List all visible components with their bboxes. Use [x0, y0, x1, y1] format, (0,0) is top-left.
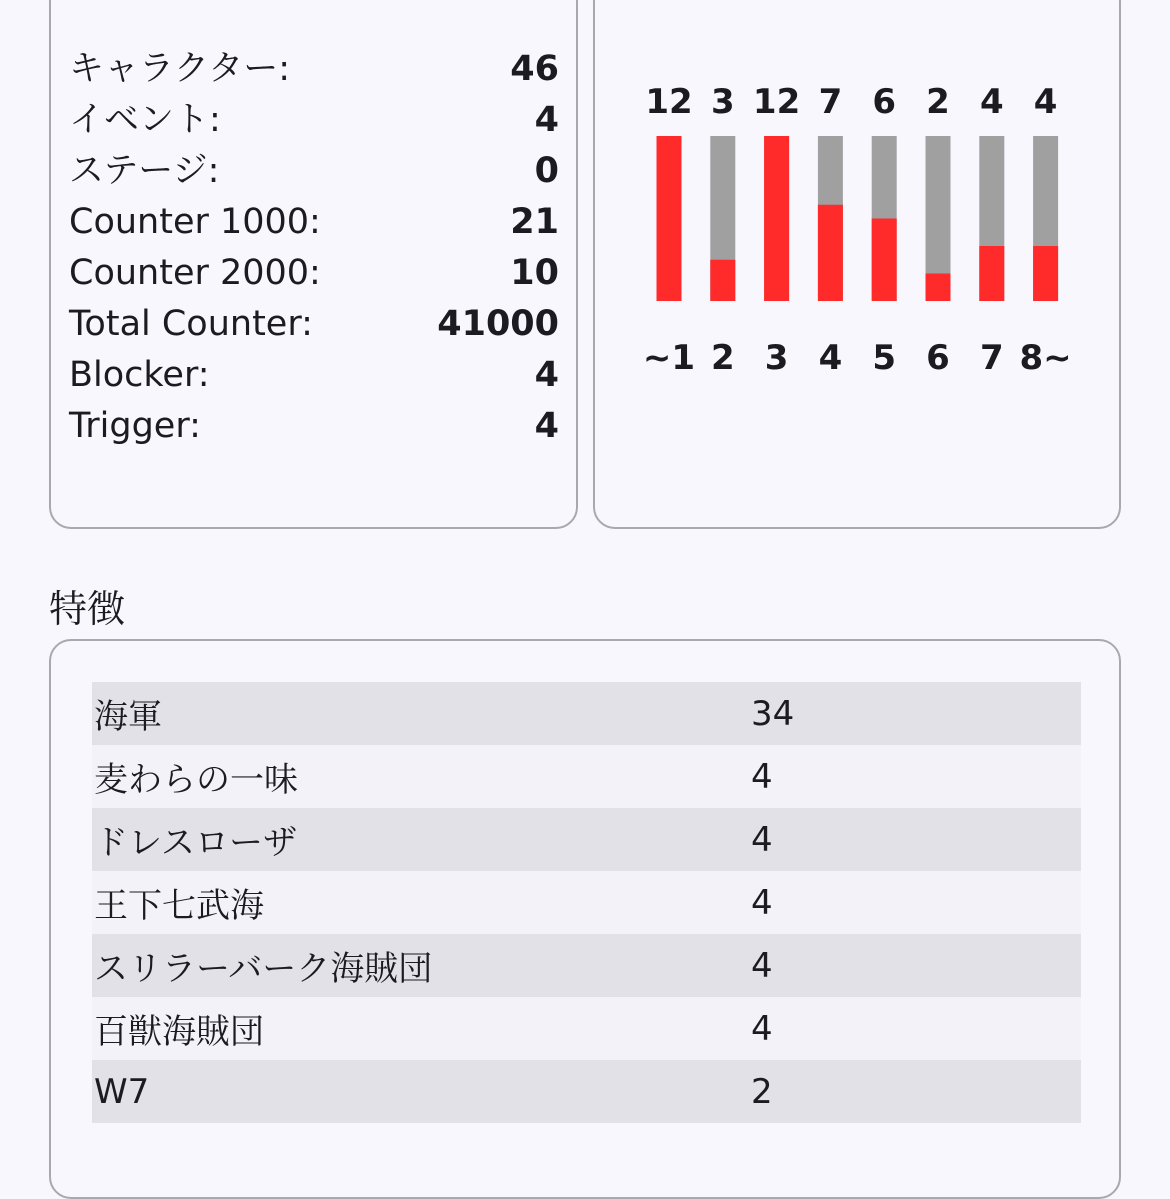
stat-value: 4: [534, 355, 559, 395]
bar-value-label: 7: [818, 82, 843, 122]
table-row: [92, 934, 1081, 997]
category-label: 6: [926, 338, 950, 378]
stat-row-total-counter: [69, 299, 559, 350]
bar-value-label: 6: [872, 82, 897, 122]
bar-fill: [1033, 246, 1058, 301]
trait-name: ドレスローザ: [94, 823, 297, 863]
trait-name: 百獣海賊団: [94, 1012, 264, 1052]
category-label: ~1: [642, 338, 696, 378]
stat-label: Counter 1000:: [69, 202, 321, 242]
stat-value: 10: [510, 253, 559, 293]
table-row: [92, 808, 1081, 871]
table-row: [92, 1060, 1081, 1123]
bar-value-label: 4: [979, 82, 1004, 122]
stat-label: Counter 2000:: [69, 253, 321, 293]
category-label: 7: [979, 338, 1004, 378]
stat-value: 41000: [437, 304, 559, 344]
stat-value: 46: [510, 49, 559, 89]
trait-count: 4: [751, 819, 773, 860]
stat-value: 0: [534, 151, 559, 191]
bar-fill: [872, 219, 897, 302]
traits-card: [49, 639, 1121, 1199]
trait-count: 4: [751, 945, 773, 986]
stat-label: Trigger:: [69, 406, 201, 446]
traits-section-title: 特徴: [49, 587, 126, 631]
cost-curve-card: [593, 0, 1121, 529]
trait-count: 34: [751, 693, 795, 734]
trait-name: スリラーバーク海賊団: [94, 949, 433, 989]
bar-fill: [657, 136, 682, 301]
stat-label: Total Counter:: [69, 304, 313, 344]
stat-row-trigger: [69, 401, 559, 452]
table-row: [92, 997, 1081, 1060]
trait-name: 麦わらの一味: [94, 760, 298, 800]
stat-label: ステージ:: [69, 151, 220, 191]
stat-row-character: [69, 44, 559, 95]
traits-table: [92, 682, 1081, 1123]
trait-name: 海軍: [94, 697, 162, 737]
bar-value-label: 2: [926, 82, 950, 122]
bar-fill: [818, 205, 843, 301]
bar-fill: [926, 274, 951, 302]
stat-row-blocker: [69, 350, 559, 401]
bar-value-label: 4: [1033, 82, 1058, 122]
stat-value: 21: [510, 202, 559, 242]
trait-count: 4: [751, 756, 773, 797]
stat-row-event: [69, 95, 559, 146]
category-label: 4: [818, 338, 843, 378]
trait-count: 4: [751, 1008, 773, 1049]
stat-value: 4: [534, 406, 559, 446]
trait-name: 王下七武海: [94, 886, 264, 926]
trait-count: 2: [751, 1071, 773, 1112]
bar-value-label: 12: [752, 82, 801, 122]
bar-fill: [710, 260, 735, 301]
category-label: 2: [710, 338, 735, 378]
stat-value: 4: [534, 100, 559, 140]
stat-row-stage: [69, 146, 559, 197]
category-label: 5: [872, 338, 897, 378]
cost-curve-chart: [595, 0, 1119, 527]
table-row: [92, 871, 1081, 934]
trait-name: W7: [94, 1071, 150, 1112]
category-label: 8~: [1019, 338, 1072, 378]
category-label: 3: [764, 338, 789, 378]
bar-fill: [764, 136, 789, 301]
trait-count: 4: [751, 882, 773, 923]
stat-label: Blocker:: [69, 355, 210, 395]
stat-row-counter-2000: [69, 248, 559, 299]
bar-fill: [979, 246, 1004, 301]
stat-label: キャラクター:: [69, 49, 291, 89]
table-row: [92, 682, 1081, 745]
bar-value-label: 3: [710, 82, 735, 122]
bar-value-label: 12: [645, 82, 693, 122]
stat-label: イベント:: [69, 100, 221, 140]
stat-row-counter-1000: [69, 197, 559, 248]
table-row: [92, 745, 1081, 808]
deck-stats-card: [49, 0, 578, 529]
